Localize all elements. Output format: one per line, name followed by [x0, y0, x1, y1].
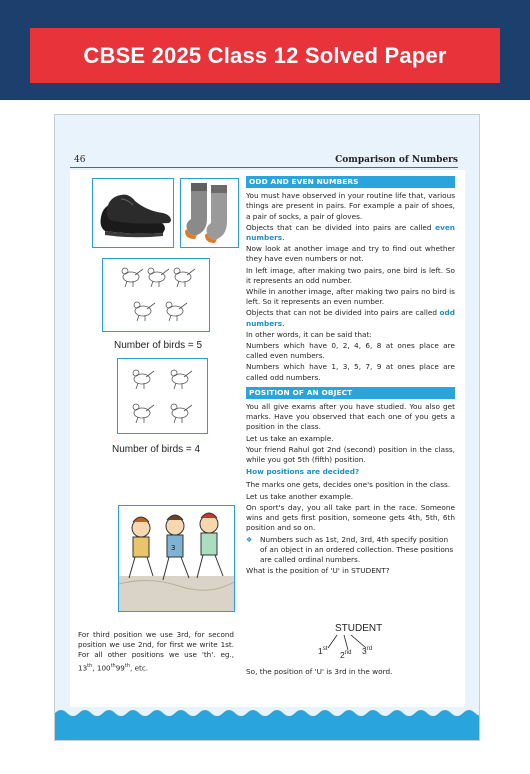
odd-even-p9: Numbers which have 1, 3, 5, 7, 9 at ones place are called odd numbers.: [246, 362, 455, 382]
odd-even-p8: Numbers which have 0, 2, 4, 6, 8 at ones place are called even numbers.: [246, 341, 455, 361]
race-image: [118, 505, 235, 612]
position-question: What is the position of 'U' in STUDENT?: [246, 566, 390, 576]
ordinal-third: [362, 646, 372, 656]
position-answer: So, the position of 'U' is 3rd in the word.: [246, 667, 393, 676]
odd-numbers-term: odd numbers: [246, 308, 455, 328]
ordinal-first-num: 1: [318, 646, 323, 656]
odd-even-p7: In other words, it can be said that:: [246, 329, 372, 339]
odd-even-p5: While in another image, after making two pairs no bird is left. So it represents an even number.: [246, 287, 455, 307]
ordinal-third-sup: rd: [366, 646, 373, 653]
birds-caption-five: Number of birds = 5: [114, 340, 203, 351]
diamond-bullet-icon: ❖: [246, 535, 253, 544]
header-rule: [70, 167, 458, 168]
ordinal-note-text-c: 99: [115, 663, 125, 672]
position-p6: On sport's day, you all take part in the race. Someone wins and gets first position, someone gets 4th, 5th, 6th position and so on.: [246, 502, 455, 533]
position-p5: Let us take another example.: [246, 491, 354, 501]
banner-title: CBSE 2025 Class 12 Solved Paper: [30, 28, 500, 83]
bird-group-five-icon: [103, 259, 209, 331]
odd-even-p6: [246, 308, 455, 328]
position-p1: You all give exams after you have studied. You also get marks. Have you observed that each one of you gets a position in the class.: [246, 402, 455, 432]
odd-even-p6-text: Objects that can not be divided into pairs are called: [246, 308, 438, 318]
student-pointer-lines: [320, 634, 390, 657]
ordinal-note-sup-3: th: [124, 662, 131, 669]
ordinal-bullet-text: Numbers such as 1st, 2nd, 3rd, 4th specify position of an object in an ordered collection. These positions are called ordinal numbers.: [260, 534, 454, 564]
position-subhead: How positions are decided?: [246, 467, 360, 477]
even-numbers-term: even numbers: [246, 222, 456, 243]
ordinal-bullet: [246, 535, 455, 566]
page-number: 46: [74, 155, 86, 165]
odd-even-p2: [246, 223, 455, 243]
socks-icon: [181, 179, 238, 247]
ordinal-second-num: 2: [340, 650, 345, 660]
ordinal-note-sup-2: th: [110, 662, 116, 669]
ordinal-note-text-b: , 100: [92, 663, 111, 672]
ordinal-note-text-a: For third position we use 3rd, for second position we use 2nd, for first we write 1st. For all other positions we use 'th'. eg., 13: [78, 630, 234, 672]
svg-text:3: 3: [171, 544, 176, 552]
odd-even-p6-end: .: [282, 318, 285, 328]
five-birds-image: [102, 258, 210, 332]
right-column: [246, 176, 455, 577]
ordinal-first-sup: st: [322, 646, 328, 653]
odd-even-p1: You must have observed in your routine life that, various things are present in pairs. For example a pair of shoes, a pair of socks, a pair of gloves.: [246, 191, 455, 221]
bird-group-four-icon: [118, 359, 207, 433]
ordinal-note-text-d: , etc.: [130, 663, 149, 672]
ordinal-note: [78, 630, 234, 673]
ordinal-second: [340, 650, 351, 660]
birds-caption-four: Number of birds = 4: [112, 444, 201, 455]
position-p2: Let us take an example.: [246, 433, 334, 443]
ordinal-note-sup-1: th: [87, 662, 93, 669]
ordinal-third-num: 3: [362, 646, 367, 656]
odd-even-p2-text: Objects that can be divided into pairs are called: [246, 222, 432, 232]
four-birds-image: [117, 358, 208, 434]
wave-footer: [55, 707, 479, 740]
heading-position: POSITION OF AN OBJECT: [246, 387, 455, 399]
socks-image: [180, 178, 239, 248]
ordinal-first: [318, 646, 327, 656]
odd-even-p2-end: .: [282, 233, 285, 243]
student-word: STUDENT: [335, 623, 383, 634]
odd-even-p3: Now look at another image and try to find out whether they have even numbers or not.: [246, 244, 455, 264]
shoes-icon: [93, 179, 173, 247]
running-head: Comparison of Numbers: [335, 155, 458, 165]
heading-odd-even: ODD AND EVEN NUMBERS: [246, 176, 455, 188]
odd-even-p4: In left image, after making two pairs, one bird is left. So it represents an odd number.: [246, 265, 455, 285]
shoes-image: [92, 178, 174, 248]
position-p3: Your friend Rahul got 2nd (second) position in the class, while you got 5th (fifth) position.: [246, 444, 455, 465]
ordinal-second-sup: nd: [344, 650, 352, 657]
position-p4: The marks one gets, decides one's position in the class.: [246, 480, 451, 490]
runners-icon: [119, 506, 234, 611]
